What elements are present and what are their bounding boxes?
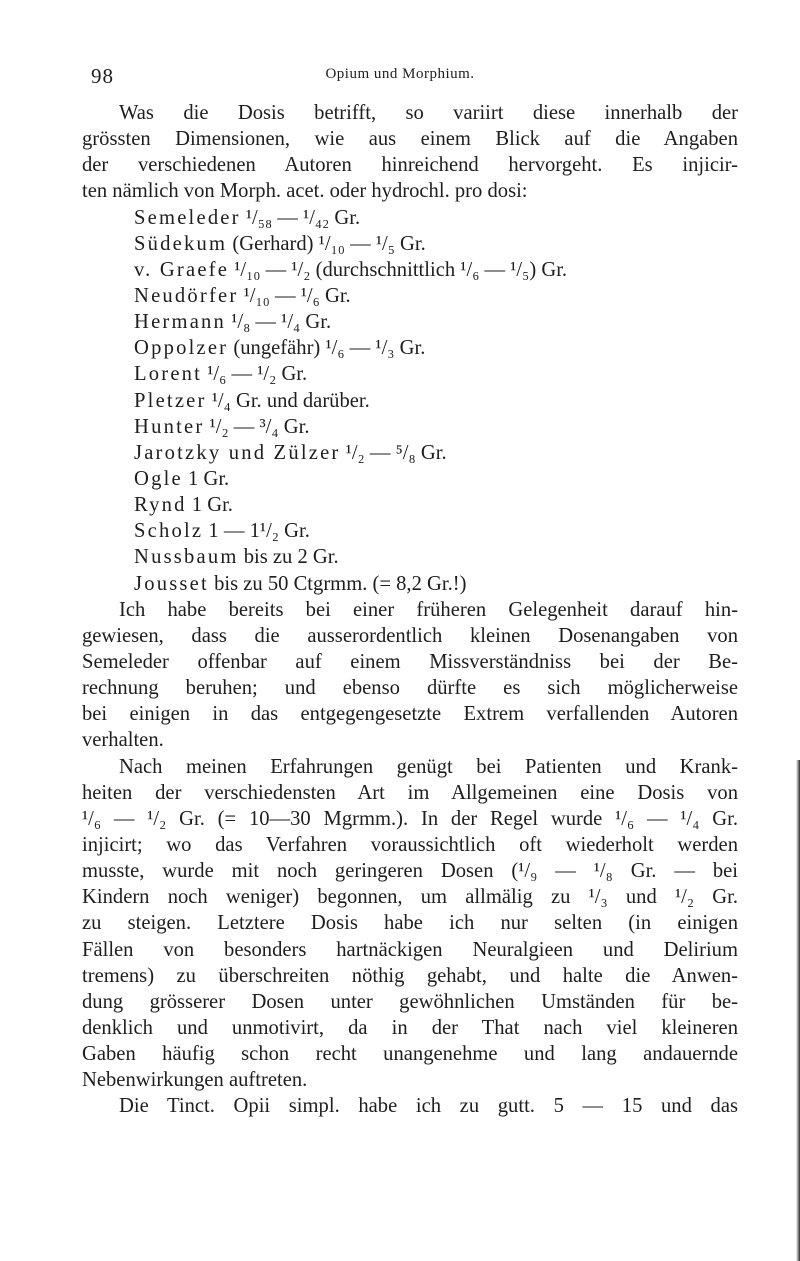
text-line: injicirt; wo das Verfahren voraussichtlich oft wiederholt werden [82, 833, 738, 856]
list-item [82, 492, 738, 518]
author-name: Oppolzer [134, 337, 229, 360]
text-line: Nach meinen Erfahrungen genügt bei Patienten und Krank- [119, 755, 738, 778]
author-dose: ¹/₂ — ³/₄ Gr. [209, 415, 310, 438]
author-name: Jarotzky und Zülzer [134, 441, 341, 464]
author-dose: ¹/₁₀ — ¹/₂ (durchschnittlich ¹/₆ — ¹/₅) Gr. [234, 258, 568, 281]
list-item [82, 205, 738, 231]
list-item [82, 544, 738, 570]
text-line: Fällen von besonders hartnäckigen Neuralgieen und Delirium [82, 938, 738, 961]
text-line: musste, wurde mit noch geringeren Dosen (¹/₉ — ¹/₈ Gr. — bei [82, 860, 738, 883]
author-name: Neudörfer [134, 284, 239, 307]
text-line: der verschiedenen Autoren hinreichend hervorgeht. Es injicir- [82, 154, 738, 177]
dosage-list [82, 205, 738, 597]
author-dose: ¹/₁₀ — ¹/₆ Gr. [243, 284, 351, 307]
intro-paragraph [82, 100, 738, 205]
running-title: Opium und Morphium. [325, 66, 475, 82]
text-line: gewiesen, dass die ausserordentlich kleinen Dosenangaben von [82, 624, 738, 647]
author-dose: ¹/₂ — ⁵/₈ Gr. [345, 441, 447, 464]
author-name: Nussbaum [134, 546, 239, 569]
list-item [82, 414, 738, 440]
author-name: Pletzer [134, 389, 207, 412]
author-name: Semeleder [134, 206, 241, 229]
text-line: bei einigen in das entgegengesetzte Extrem verfallenden Autoren [82, 703, 738, 726]
text-line: Gaben häufig schon recht unangenehme und lang andauernde [82, 1043, 738, 1066]
list-item [82, 231, 738, 257]
text-line: grössten Dimensionen, wie aus einem Blick auf die Angaben [82, 128, 738, 151]
author-dose: ¹/₄ Gr. und darüber. [211, 389, 370, 412]
author-dose: ¹/₈ — ¹/₄ Gr. [231, 311, 332, 334]
author-dose: ¹/₆ — ¹/₂ Gr. [207, 363, 308, 386]
text-line: heiten der verschiedensten Art im Allgemeinen eine Dosis von [82, 781, 738, 804]
text-line: tremens) zu überschreiten nöthig gehabt, und halte die Anwen- [82, 964, 738, 987]
text-line: denklich und unmotivirt, da in der That nach viel kleineren [82, 1016, 738, 1039]
text-line: zu steigen. Letztere Dosis habe ich nur selten (in einigen [82, 912, 738, 935]
page-body [82, 100, 738, 1119]
text-line: Kindern noch weniger) begonnen, um allmälig zu ¹/₃ und ¹/₂ Gr. [82, 886, 738, 909]
author-name: Hunter [134, 415, 205, 438]
author-name: Rynd [134, 494, 187, 517]
author-name: v. Graefe [134, 258, 230, 281]
author-dose: ¹/₅₈ — ¹/₄₂ Gr. [245, 206, 361, 229]
text-line: ten nämlich von Morph. acet. oder hydrochl. pro dosi: [82, 180, 528, 203]
list-item [82, 283, 738, 309]
text-line: Semeleder offenbar auf einem Missverständniss bei der Be- [82, 650, 738, 673]
text-line: Was die Dosis betrifft, so variirt diese innerhalb der [119, 102, 738, 124]
list-item [82, 571, 738, 597]
author-name: Lorent [134, 363, 203, 386]
author-dose: bis zu 50 Ctgrmm. (= 8,2 Gr.!) [214, 572, 467, 595]
text-line: dung grösserer Dosen unter gewöhnlichen Umständen für be- [82, 990, 738, 1013]
list-item [82, 257, 738, 283]
author-dose: 1 Gr. [191, 494, 233, 517]
paragraph-misunderstanding [82, 597, 738, 754]
author-dose: 1 — 1¹/₂ Gr. [208, 520, 310, 543]
list-item [82, 335, 738, 361]
author-dose: (ungefähr) ¹/₆ — ¹/₃ Gr. [233, 337, 426, 360]
paragraph-experience [82, 754, 738, 1094]
author-name: Jousset [134, 572, 209, 595]
author-name: Südekum [134, 232, 228, 255]
list-item [82, 361, 738, 387]
text-line: rechnung beruhen; und ebenso dürfte es sich möglicherweise [82, 677, 738, 700]
closing-line: Die Tinct. Opii simpl. habe ich zu gutt. 5 — 15 und das [119, 1095, 738, 1118]
author-dose: 1 Gr. [188, 467, 230, 490]
author-dose: (Gerhard) ¹/₁₀ — ¹/₅ Gr. [232, 232, 426, 255]
author-name: Scholz [134, 520, 204, 543]
page-header [0, 64, 800, 86]
page-edge-shadow [796, 760, 800, 1261]
text-line: verhalten. [82, 729, 164, 752]
list-item [82, 466, 738, 492]
author-name: Ogle [134, 467, 183, 490]
text-line: Ich habe bereits bei einer früheren Gelegenheit darauf hin- [119, 598, 738, 621]
author-dose: bis zu 2 Gr. [243, 546, 339, 569]
text-line: Nebenwirkungen auftreten. [82, 1069, 308, 1092]
author-name: Hermann [134, 311, 227, 334]
list-item [82, 440, 738, 466]
page-number: 98 [91, 64, 114, 88]
list-item [82, 518, 738, 544]
list-item [82, 309, 738, 335]
list-item [82, 388, 738, 414]
text-line: ¹/₆ — ¹/₂ Gr. (= 10—30 Mgrmm.). In der Regel wurde ¹/₆ — ¹/₄ Gr. [82, 807, 738, 830]
